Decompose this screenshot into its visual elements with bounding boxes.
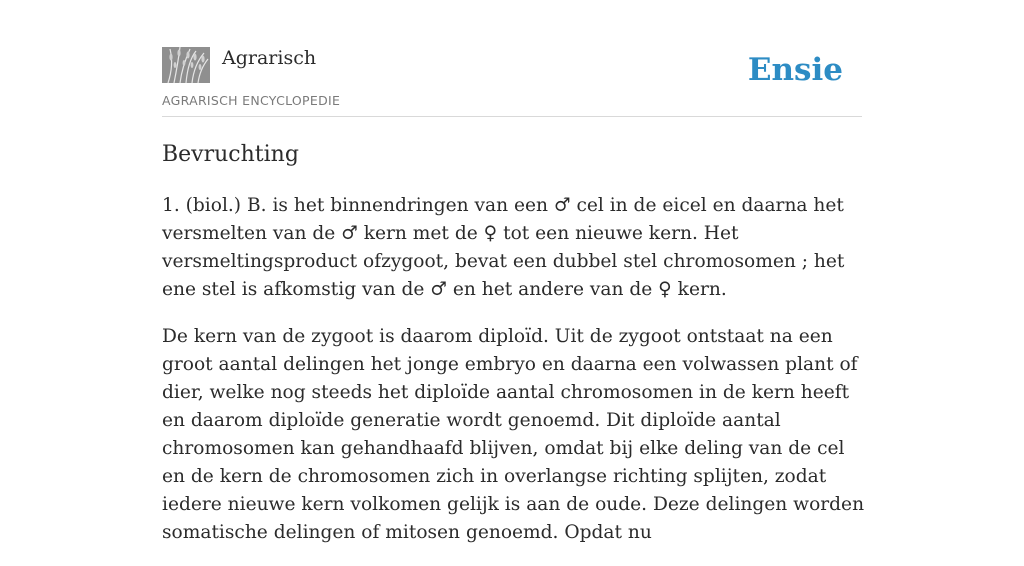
paragraph: De kern van de zygoot is daarom diploïd. Uit de zygoot ontstaat na een groot aantal delingen het jonge embryo en daarna een volwassen plant of dier, welke nog steeds het diploïde aantal chromosomen in de kern heeft en daarom diploïde generatie wordt genoemd. Dit diploïde aantal chromosomen kan gehandhaafd blijven, omdat bij elke deling van de cel en de kern de chromosomen zich in overlangse richting splijten, zodat iedere nieuwe kern volkomen gelijk is aan de oude. Deze delingen worden somatische delingen of mitosen genoemd. Opdat nu <box>162 326 865 543</box>
wheat-icon[interactable] <box>162 47 210 83</box>
article-page <box>162 0 865 543</box>
source-title[interactable]: Agrarisch <box>222 47 317 69</box>
source-subtitle[interactable]: AGRARISCH ENCYCLOPEDIE <box>162 93 341 108</box>
header <box>162 0 862 117</box>
page-title: Bevruchting <box>162 142 299 167</box>
article-body <box>162 192 866 566</box>
paragraph: 1. (biol.) B. is het binnendringen van een ♂ cel in de eicel en daarna het versmelten van de ♂ kern met de ♀ tot een nieuwe kern. Het versmeltingsproduct ofzygoot, bevat een dubbel stel chromosomen ; het ene stel is afkomstig van de ♂ en het andere van de ♀ kern. <box>162 195 845 300</box>
brand-logo[interactable]: Ensie <box>747 52 843 88</box>
